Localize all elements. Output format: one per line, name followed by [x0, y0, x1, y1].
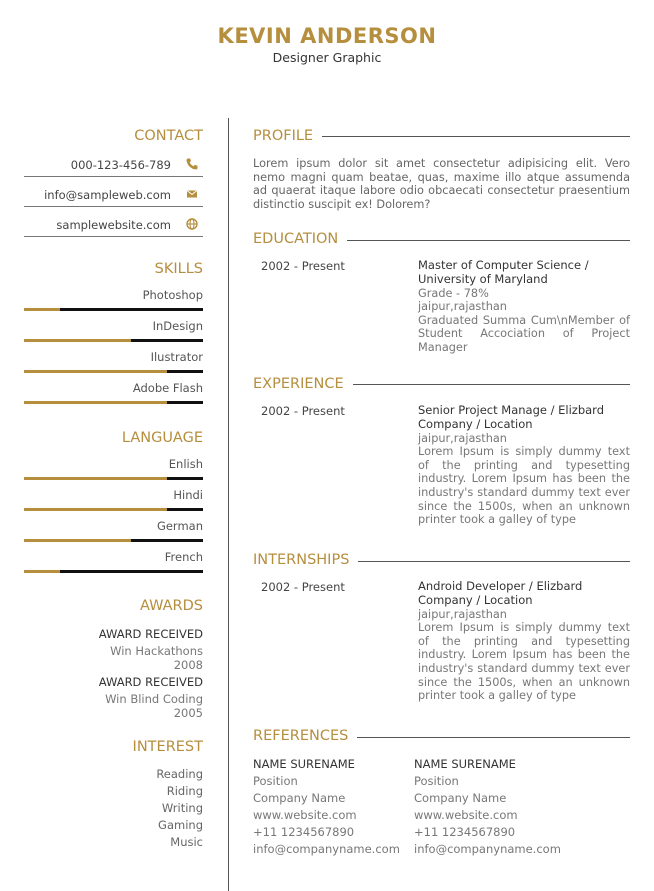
education-heading: EDUCATION [253, 231, 347, 247]
education-desc: Graduated Summa Cum\nMember of Student Accociation of Project Manager [418, 313, 630, 354]
education-entry [418, 259, 630, 355]
contact-email-row [24, 183, 203, 207]
skill-label: Ilustrator [150, 350, 203, 364]
experience-date: 2002 - Present [261, 404, 345, 418]
interest-item: Writing [161, 801, 203, 815]
contact-phone-row [24, 153, 203, 177]
resume-header [0, 24, 654, 65]
internships-rule [355, 561, 630, 562]
award-year: 2008 [173, 658, 203, 672]
person-name: KEVIN ANDERSON [217, 24, 437, 48]
skill-bar-fill [24, 370, 167, 373]
reference-phone: +11 1234567890 [253, 825, 355, 839]
internships-title: Android Developer / Elizbard Company / Location [418, 579, 583, 607]
language-bar [24, 477, 203, 480]
experience-title: Senior Project Manage / Elizbard Company / Location [418, 403, 605, 431]
skill-bar [24, 308, 203, 311]
reference-email: info@companyname.com [253, 842, 400, 856]
skill-bar-fill [24, 339, 131, 342]
language-label: Hindi [173, 488, 203, 502]
skill-bar [24, 339, 203, 342]
award-title: AWARD RECEIVED [98, 627, 203, 641]
awards-heading: AWARDS [139, 598, 203, 614]
internships-entry [418, 580, 630, 703]
internships-desc: Lorem Ipsum is simply dummy text of the printing and typesetting industry. Lorem Ipsum has been the industry's standard dummy text ever since the 1500s, when an unknown printer took a galley of type [418, 621, 630, 703]
education-rule [340, 240, 630, 241]
language-bar [24, 508, 203, 511]
references-heading: REFERENCES [253, 728, 357, 744]
skills-heading: SKILLS [154, 261, 203, 277]
language-label: French [164, 550, 203, 564]
internships-location: jaipur,rajasthan [418, 607, 507, 621]
reference-card [253, 756, 423, 858]
reference-email: info@companyname.com [414, 842, 561, 856]
contact-website: samplewebsite.com [56, 218, 171, 232]
language-bar-fill [24, 570, 60, 573]
reference-website: www.website.com [253, 808, 357, 822]
reference-company: Company Name [414, 791, 507, 805]
phone-icon [185, 157, 199, 171]
reference-website: www.website.com [414, 808, 518, 822]
column-divider [228, 118, 229, 891]
skill-bar-fill [24, 401, 167, 404]
reference-phone: +11 1234567890 [414, 825, 516, 839]
education-grade: Grade - 78% [418, 286, 489, 300]
education-location: jaipur,rajasthan [418, 300, 507, 314]
reference-name: NAME SURENAME [253, 757, 355, 771]
skill-label: InDesign [152, 319, 203, 333]
person-title: Designer Graphic [272, 50, 382, 65]
language-heading: LANGUAGE [121, 430, 203, 446]
interest-item: Gaming [158, 818, 203, 832]
language-bar-fill [24, 508, 167, 511]
reference-position: Position [414, 774, 459, 788]
reference-name: NAME SURENAME [414, 757, 516, 771]
profile-text: Lorem ipsum dolor sit amet consectetur adipisicing elit. Vero nemo magni quam beatae, quas, maxime illo atque assumenda ad quaerat itaque labore odio obcaecati consectetur praesentium distinctio suscipit ex! Dolorem? [253, 157, 630, 211]
language-label: Enlish [168, 457, 203, 471]
profile-rule [320, 136, 630, 137]
globe-icon [185, 217, 199, 231]
experience-entry [418, 404, 630, 527]
award-year: 2005 [173, 706, 203, 720]
language-bar [24, 570, 203, 573]
contact-website-row [24, 213, 203, 237]
interest-item: Riding [166, 784, 203, 798]
interest-item: Music [170, 835, 203, 849]
interest-heading: INTEREST [132, 739, 203, 755]
skill-bar [24, 401, 203, 404]
experience-rule [350, 384, 630, 385]
envelope-icon [185, 187, 199, 201]
language-label: German [156, 519, 203, 533]
contact-email: info@sampleweb.com [44, 188, 171, 202]
reference-company: Company Name [253, 791, 346, 805]
language-bar [24, 539, 203, 542]
award-desc: Win Blind Coding [105, 692, 203, 706]
experience-location: jaipur,rajasthan [418, 431, 507, 445]
language-bar-fill [24, 477, 167, 480]
contact-heading: CONTACT [134, 128, 203, 144]
reference-position: Position [253, 774, 298, 788]
profile-heading: PROFILE [253, 128, 322, 144]
skill-label: Adobe Flash [132, 381, 203, 395]
contact-phone: 000-123-456-789 [70, 158, 171, 172]
internships-heading: INTERNSHIPS [253, 552, 358, 568]
education-title: Master of Computer Science / University of Maryland [418, 258, 589, 286]
experience-desc: Lorem Ipsum is simply dummy text of the printing and typesetting industry. Lorem Ipsum has been the industry's standard dummy text ever since the 1500s, when an unknown printer took a galley of type [418, 445, 630, 527]
language-bar-fill [24, 539, 131, 542]
skill-bar-fill [24, 308, 60, 311]
award-title: AWARD RECEIVED [98, 675, 203, 689]
reference-card [414, 756, 584, 858]
interest-item: Reading [156, 767, 203, 781]
references-rule [355, 737, 630, 738]
internships-date: 2002 - Present [261, 580, 345, 594]
experience-heading: EXPERIENCE [253, 376, 353, 392]
education-date: 2002 - Present [261, 259, 345, 273]
skill-bar [24, 370, 203, 373]
award-desc: Win Hackathons [110, 644, 203, 658]
skill-label: Photoshop [142, 288, 203, 302]
